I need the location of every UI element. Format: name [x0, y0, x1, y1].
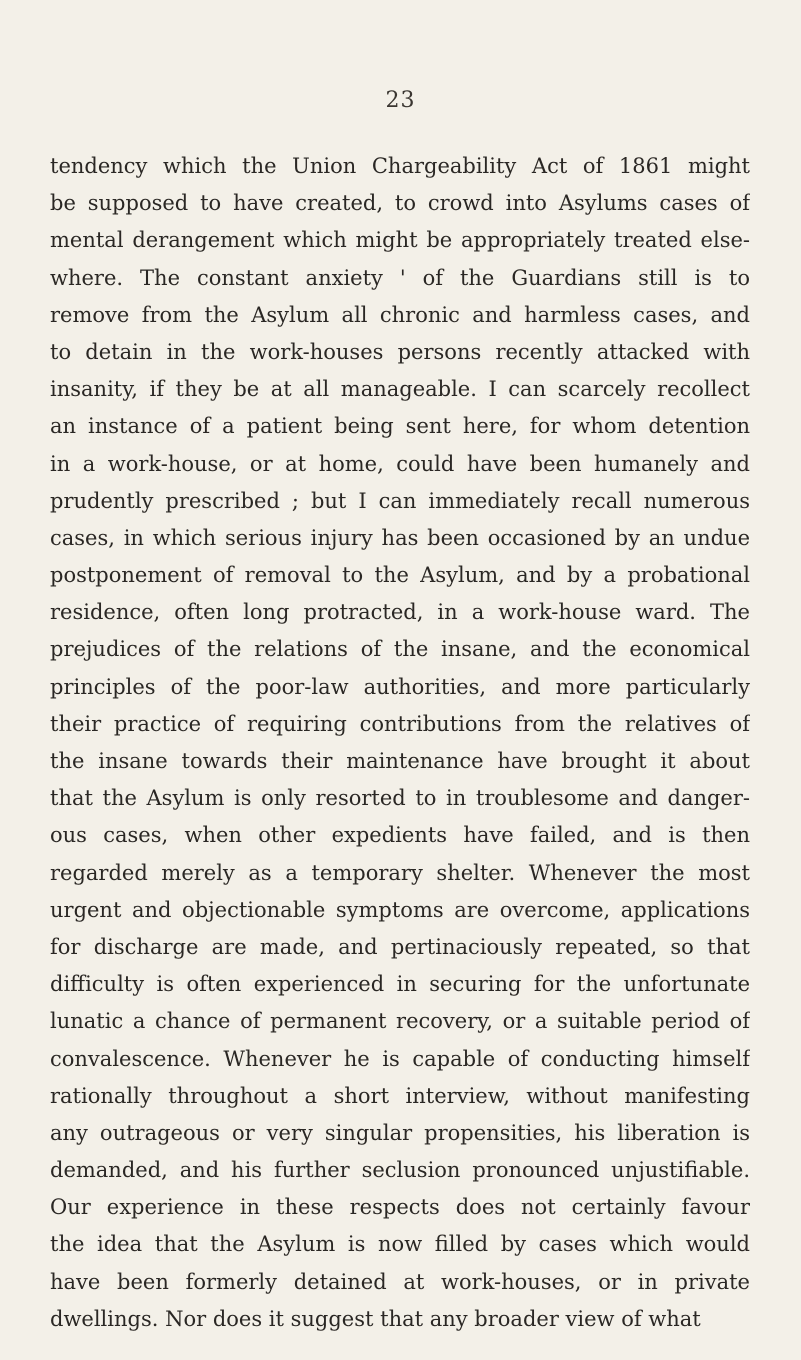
text-line: ous cases, when other expedients have failed, and is then — [50, 823, 750, 848]
text-line: have been formerly detained at work-houses, or in private — [50, 1269, 750, 1294]
text-line: rationally throughout a short interview, without manifesting — [50, 1083, 750, 1108]
text-line: convalescence. Whenever he is capable of conducting himself — [50, 1046, 750, 1071]
text-line: cases, in which serious injury has been occasioned by an undue — [50, 525, 750, 550]
text-line: difficulty is often experienced in securing for the unfortunate — [50, 972, 750, 997]
text-line: principles of the poor-law authorities, and more particularly — [50, 674, 750, 699]
text-line: mental derangement which might be appropriately treated else- — [50, 228, 750, 253]
text-line: postponement of removal to the Asylum, and by a probational — [50, 563, 750, 588]
page-number: 23 — [385, 88, 416, 113]
text-line: the insane towards their maintenance have brought it about — [50, 749, 750, 773]
text-line: an instance of a patient being sent here, for whom detention — [50, 414, 750, 439]
text-line: tendency which the Union Chargeability Act of 1861 might — [50, 154, 750, 178]
text-line: for discharge are made, and pertinaciously repeated, so that — [50, 934, 750, 959]
text-line: lunatic a chance of permanent recovery, or a suitable period of — [50, 1009, 750, 1034]
text-line: their practice of requiring contributions from the relatives of — [50, 711, 750, 736]
text-line: regarded merely as a temporary shelter. Whenever the most — [50, 860, 750, 885]
text-line: dwellings. Nor does it suggest that any broader view of what — [50, 1306, 701, 1331]
text-line: in a work-house, or at home, could have been humanely and — [50, 451, 750, 476]
text-line: the idea that the Asylum is now filled by cases which would — [50, 1232, 750, 1257]
body-text — [50, 148, 750, 1338]
text-line: be supposed to have created, to crowd into Asylums cases of — [50, 191, 750, 216]
text-line: where. The constant anxiety ' of the Guardians still is to — [50, 265, 750, 290]
text-line: insanity, if they be at all manageable. I can scarcely recollect — [50, 377, 750, 402]
text-line: residence, often long protracted, in a work-house ward. The — [50, 600, 750, 625]
text-line: that the Asylum is only resorted to in troublesome and danger- — [50, 786, 750, 811]
text-line: Our experience in these respects does not certainly favour — [50, 1195, 750, 1220]
text-line: demanded, and his further seclusion pronounced unjustifiable. — [50, 1158, 750, 1183]
text-line: to detain in the work-houses persons recently attacked with — [50, 339, 750, 364]
text-line: prudently prescribed ; but I can immediately recall numerous — [50, 488, 750, 513]
text-line: remove from the Asylum all chronic and harmless cases, and — [50, 302, 750, 327]
text-line: urgent and objectionable symptoms are overcome, applications — [50, 897, 750, 922]
text-line: prejudices of the relations of the insane, and the economical — [50, 637, 750, 662]
text-line: any outrageous or very singular propensities, his liberation is — [50, 1120, 750, 1145]
